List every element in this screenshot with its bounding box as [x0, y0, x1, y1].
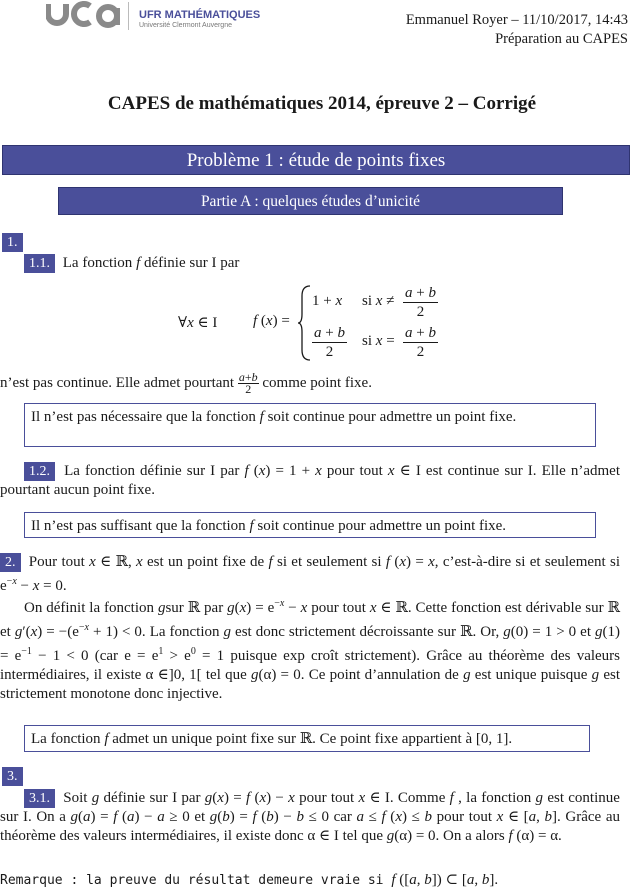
page-title: CAPES de mathématiques 2014, épreuve 2 – Corrigé	[107, 93, 537, 114]
problem-banner: Problème 1 : étude de points fixes	[2, 145, 630, 175]
remark-box-2: Il n’est pas suffisant que la fonction f soit continue pour admettre un point fixe.	[24, 512, 596, 538]
section-1-label: 1.	[2, 233, 27, 252]
logo-text: UFR MATHÉMATIQUES	[139, 9, 261, 21]
author-date: Emmanuel Royer – 11/10/2017, 14:43	[405, 12, 628, 28]
header-info	[406, 11, 628, 49]
part-banner: Partie A : quelques études d’unicité	[58, 187, 563, 215]
brace-icon	[298, 284, 312, 362]
q2-proof: On définit la fonction gsur ℝ par $g(x) = e^{-x} - x$ pour tout x ∈ ℝ. Cette fonction est dérivable sur ℝ et $g'(x) = -(e^{-x} + 1) < 0$. La fonction g est donc strictement décroissante sur ℝ. Or, g(0) = 1 > 0 et $g(1) = e^{-1} - 1 < 0$ (car $e = e^1 > e^0 = 1$ puisque exp croît strictement). Grâce au théorème des valeurs intermédiaires, il existe α ∈]0, 1[ tel que g(α) = 0. Ce point d’annulation de g est unique puisque g est strictement monotone donc injective.	[0, 598, 621, 702]
q12-text: 1.2. La fonction définie sur I par f (x) = 1 + x pour tout x ∈ I est continue sur I. Elle n’admet pourtant aucun point fixe.	[0, 463, 620, 498]
q11-intro: 1.1. La fonction f définie sur I par	[24, 254, 644, 273]
piecewise-formula: ∀x ∈ I f (x) = 1 + x si x ≠ $\frac{a + b}{2}$ $\frac{a + b}{2}$ si x = $\frac{a + b}{2}$	[178, 285, 436, 360]
remark-box-1: Il n’est pas nécessaire que la fonction f soit continue pour admettre un point fixe.	[24, 403, 596, 447]
logo-subtext: Université Clermont Auvergne	[139, 22, 232, 29]
remark-box-3: La fonction f admet un unique point fixe sur ℝ. Ce point fixe appartient à [0, 1].	[24, 725, 590, 752]
q2-text: 2. Pour tout x ∈ ℝ, x est un point fixe de f si et seulement si f (x) = x, c’est-à-dire si et seulement si $e^{-x} - x = 0$.	[0, 554, 620, 594]
q11-conclusion: n’est pas continue. Elle admet pourtant $\frac{a+b}{2}$ comme point fixe.	[0, 370, 372, 396]
section-3-label: 3.	[2, 767, 27, 786]
q31-text: 3.1. Soit g définie sur I par g(x) = f (x) − x pour tout x ∈ I. Comme f , la fonction g est continue sur I. On a g(a) = f (a) − a ≥ 0 et g(b) = f (b) − b ≤ 0 car a ≤ f (x) ≤ b pour tout x ∈ [a, b]. Grâce au théorème des valeurs intermédiaires, il existe donc α ∈ I tel que g(α) = 0. On a alors f (α) = α.	[0, 790, 620, 844]
course-name: Préparation au CAPES	[495, 31, 628, 47]
remarque-line: Remarque : la preuve du résultat demeure vraie si f ([a, b]) ⊂ [a, b].	[0, 872, 499, 888]
